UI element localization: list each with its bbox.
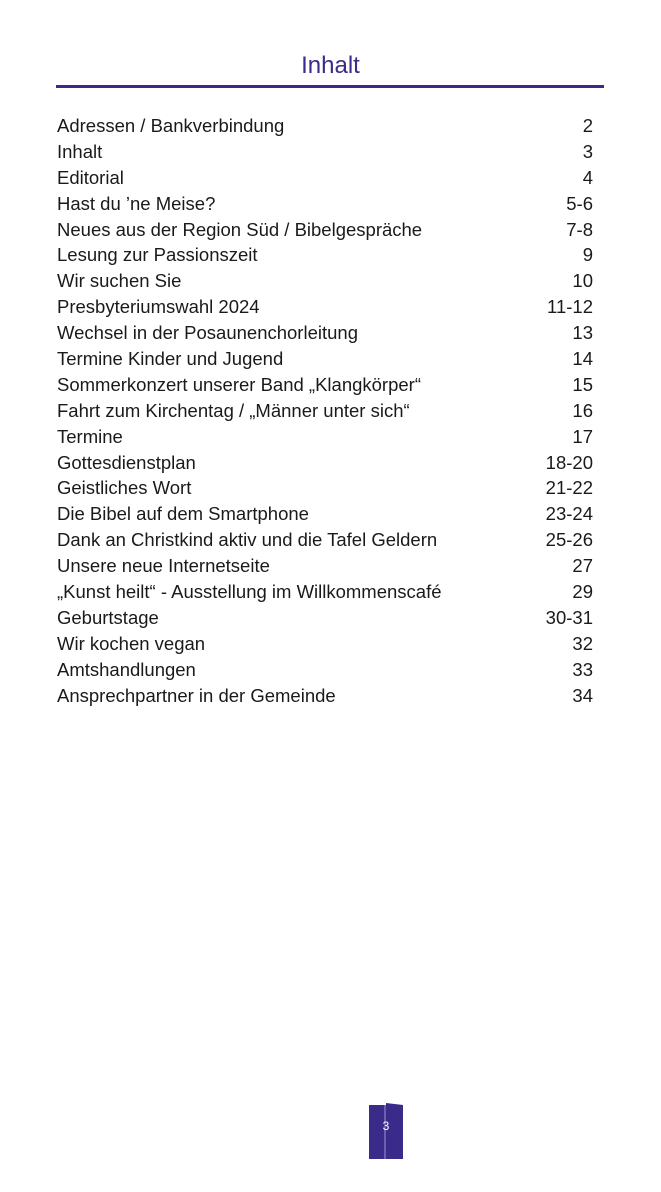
toc-entry-page: 3 <box>582 140 593 162</box>
toc-entry-title: Inhalt <box>57 140 103 162</box>
toc-entry[interactable] <box>57 605 593 631</box>
page-title: Inhalt <box>301 52 360 79</box>
toc-entry-page: 30-31 <box>545 606 593 628</box>
toc-entry[interactable] <box>57 294 593 320</box>
toc-entry-page: 15 <box>572 373 593 395</box>
toc-entry-title: Sommerkonzert unserer Band „Klangkörper“ <box>57 373 421 395</box>
toc-entry-page: 18-20 <box>545 451 593 473</box>
toc-entry-page: 14 <box>572 348 593 370</box>
page-number: 3 <box>382 1119 390 1133</box>
toc-entry-page: 33 <box>572 658 593 680</box>
toc-entry-page: 2 <box>582 115 593 136</box>
toc-entry-title: Hast du ’ne Meise? <box>57 192 216 214</box>
toc-entry-title: Gottesdienstplan <box>57 451 196 473</box>
toc-entry-title: Wir suchen Sie <box>57 270 182 292</box>
table-of-contents <box>57 113 593 708</box>
toc-entry[interactable] <box>57 139 593 165</box>
toc-entry-title: Presbyteriumswahl 2024 <box>57 296 260 318</box>
toc-entry[interactable] <box>57 424 593 450</box>
toc-entry-title: Lesung zur Passionszeit <box>57 244 258 266</box>
toc-entry-page: 29 <box>572 581 593 603</box>
toc-entry-title: Wechsel in der Posaunenchorleitung <box>57 322 358 344</box>
toc-entry[interactable] <box>57 579 593 605</box>
toc-entry[interactable] <box>57 217 593 243</box>
toc-entry[interactable] <box>57 165 593 191</box>
toc-entry-page: 21-22 <box>545 477 593 499</box>
toc-entry-page: 11-12 <box>547 296 593 318</box>
toc-entry[interactable] <box>57 657 593 683</box>
toc-entry-title: Wir kochen vegan <box>57 632 206 654</box>
toc-entry-page: 9 <box>582 244 593 266</box>
toc-entry-title: Fahrt zum Kirchentag / „Männer unter sich“ <box>57 399 410 421</box>
toc-entry[interactable] <box>57 346 593 372</box>
toc-entry-page: 23-24 <box>545 503 593 525</box>
toc-entry[interactable] <box>57 320 593 346</box>
toc-entry-page: 5-6 <box>566 192 593 214</box>
toc-entry-page: 16 <box>572 399 593 421</box>
toc-entry[interactable] <box>57 398 593 424</box>
toc-entry-page: 32 <box>572 632 593 654</box>
toc-entry[interactable] <box>57 527 593 553</box>
toc-entry[interactable] <box>57 450 593 476</box>
toc-entry-title: Neues aus der Region Süd / Bibelgespräche <box>57 218 423 240</box>
toc-entry-title: Die Bibel auf dem Smartphone <box>57 503 309 525</box>
toc-entry[interactable] <box>57 113 593 139</box>
toc-entry-title: Amtshandlungen <box>57 658 196 680</box>
toc-entry-title: Geistliches Wort <box>57 477 192 499</box>
toc-entry-page: 7-8 <box>566 218 593 240</box>
toc-entry-title: „Kunst heilt“ - Ausstellung im Willkommenscafé <box>57 581 442 603</box>
toc-entry-page: 17 <box>572 425 593 447</box>
toc-entry[interactable] <box>57 553 593 579</box>
toc-entry[interactable] <box>57 631 593 657</box>
toc-entry-title: Adressen / Bankverbindung <box>57 115 285 136</box>
toc-entry-title: Editorial <box>57 166 124 188</box>
toc-entry[interactable] <box>57 501 593 527</box>
toc-entry-title: Unsere neue Internetseite <box>57 555 270 577</box>
toc-entry-title: Termine Kinder und Jugend <box>57 348 284 370</box>
toc-entry-title: Ansprechpartner in der Gemeinde <box>57 684 336 706</box>
toc-entry-title: Termine <box>57 425 123 447</box>
toc-entry-page: 13 <box>572 322 593 344</box>
toc-entry-title: Geburtstage <box>57 606 159 628</box>
toc-entry-page: 4 <box>582 166 593 188</box>
toc-entry[interactable] <box>57 242 593 268</box>
toc-entry[interactable] <box>57 372 593 398</box>
toc-entry[interactable] <box>57 191 593 217</box>
toc-entry[interactable] <box>57 475 593 501</box>
toc-entry-page: 34 <box>572 684 593 706</box>
page-number-badge <box>369 1103 403 1159</box>
toc-entry-page: 10 <box>572 270 593 292</box>
toc-entry[interactable] <box>57 268 593 294</box>
title-divider <box>56 85 604 88</box>
toc-entry[interactable] <box>57 683 593 709</box>
toc-entry-title: Dank an Christkind aktiv und die Tafel Geldern <box>57 529 438 551</box>
toc-entry-page: 25-26 <box>545 529 593 551</box>
toc-entry-page: 27 <box>572 555 593 577</box>
